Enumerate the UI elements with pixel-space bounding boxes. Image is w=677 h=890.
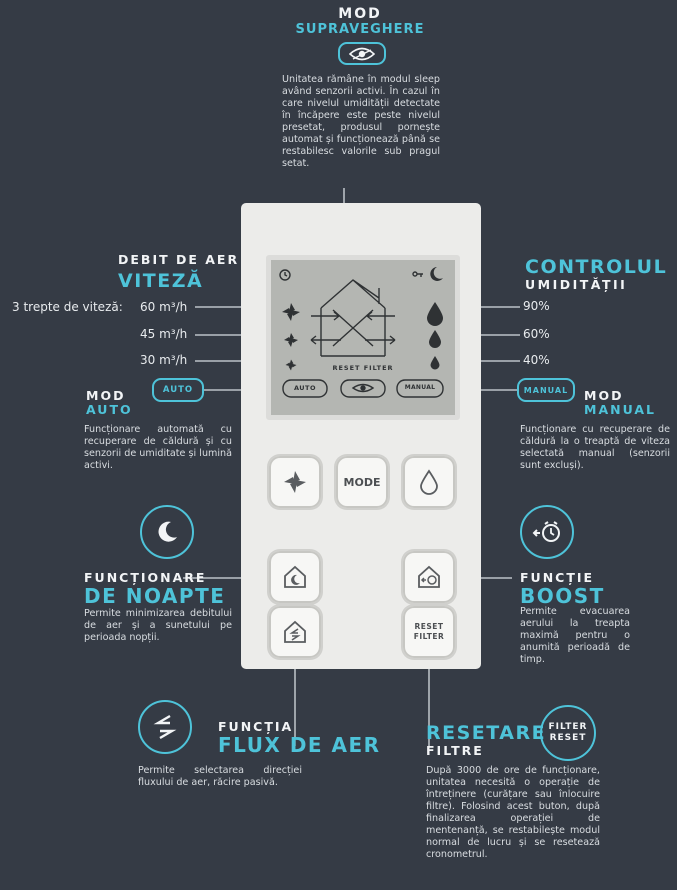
boost-circle (520, 505, 574, 559)
mode-button-label: MODE (343, 475, 381, 489)
house-flow-icon (282, 619, 308, 645)
humidity-90: 90% (523, 299, 550, 313)
humidity-60: 60% (523, 327, 550, 341)
lcd-reset-filter-label: RESET FILTER (332, 364, 394, 372)
auto-title: MOD (86, 388, 126, 403)
airflow-subtitle: VITEZĂ (118, 270, 204, 292)
boost-title: FUNCȚIE (520, 570, 595, 585)
flow-title: FUNCȚIA (218, 719, 294, 734)
supraveghere-description: Unitatea rămâne în modul sleep având senzorii activi. În cazul în care nivelul umidității detectate în încăpere este peste nivelul presetat, produsul pornește automat și funcționează până se restabilesc valorile sub pragul setat. (282, 74, 440, 169)
manual-pill: MANUAL (517, 378, 575, 402)
house-moon-icon (282, 564, 308, 590)
fan-speed-button[interactable] (269, 456, 321, 508)
night-subtitle: DE NOAPTE (84, 584, 226, 608)
night-description: Permite minimizarea debitului de aer și a sunetului pe perioada nopții. (84, 608, 232, 643)
humidity-40: 40% (523, 353, 550, 367)
lcd-screen (266, 255, 460, 420)
drop-icon (419, 469, 439, 495)
reset-button-line1: RESET (414, 622, 444, 631)
night-title: FUNCȚIONARE (84, 570, 207, 585)
flow-direction-icon (152, 713, 178, 741)
boost-button[interactable] (403, 551, 455, 603)
filter-reset-line2: RESET (549, 733, 587, 743)
flow-circle (138, 700, 192, 754)
supraveghere-pill (338, 42, 386, 65)
humidity-subtitle: UMIDITĂȚII (525, 277, 628, 292)
speed-60: 60 m³/h (140, 300, 188, 314)
manual-title: MOD (584, 388, 624, 403)
reset-subtitle: FILTRE (426, 743, 484, 758)
humidity-button[interactable] (403, 456, 455, 508)
flow-subtitle: FLUX DE AER (218, 733, 381, 757)
airflow-button[interactable] (269, 606, 321, 658)
mode-button[interactable] (336, 456, 388, 508)
auto-description: Funcționare automată cu recuperare de căldură și cu senzorii de umiditate și lumină activi. (84, 424, 232, 471)
flow-description: Permite selectarea direcției fluxului de aer, răcire pasivă. (138, 765, 302, 788)
night-button[interactable] (269, 551, 321, 603)
filter-reset-line1: FILTER (548, 722, 588, 732)
humidity-title: CONTROLUL (525, 256, 668, 278)
boost-subtitle: BOOST (520, 584, 605, 608)
reset-button-line2: FILTER (413, 632, 445, 641)
auto-pill: AUTO (152, 378, 204, 402)
lcd-manual-label: MANUAL (404, 384, 436, 391)
airflow-title: DEBIT DE AER (118, 252, 240, 267)
moon-icon (154, 519, 180, 545)
night-circle (140, 505, 194, 559)
manual-description: Funcționare cu recuperare de căldură la o treaptă de viteza selectată manual (senzorii sunt excluși). (520, 424, 670, 471)
speed-30: 30 m³/h (140, 353, 188, 367)
supraveghere-subtitle: SUPRAVEGHERE (295, 22, 425, 37)
speed-45: 45 m³/h (140, 327, 188, 341)
filter-reset-circle (540, 705, 596, 761)
eye-icon (349, 47, 375, 61)
alarm-clock-icon (531, 519, 563, 545)
reset-title: RESETARE (426, 722, 547, 744)
auto-subtitle: AUTO (86, 402, 133, 417)
reset-filter-button[interactable] (403, 606, 455, 658)
house-clock-icon (415, 564, 443, 590)
manual-subtitle: MANUAL (584, 402, 656, 417)
reset-description: După 3000 de ore de funcționare, unitatea necesită o operație de întreținere (curățare sau înlocuire filtre). Folosind acest buton, după finalizarea operației de mentenanță, se restabilește modul normal de lucru și se resetează cronometrul. (426, 765, 600, 860)
lcd-auto-label: AUTO (293, 384, 317, 392)
fan-icon (282, 469, 308, 495)
supraveghere-title: MOD (338, 6, 382, 22)
speed-prefix: 3 trepte de viteză: (12, 300, 123, 314)
boost-description: Permite evacuarea aerului la treapta maximă pentru o anumită perioadă de timp. (520, 606, 630, 665)
